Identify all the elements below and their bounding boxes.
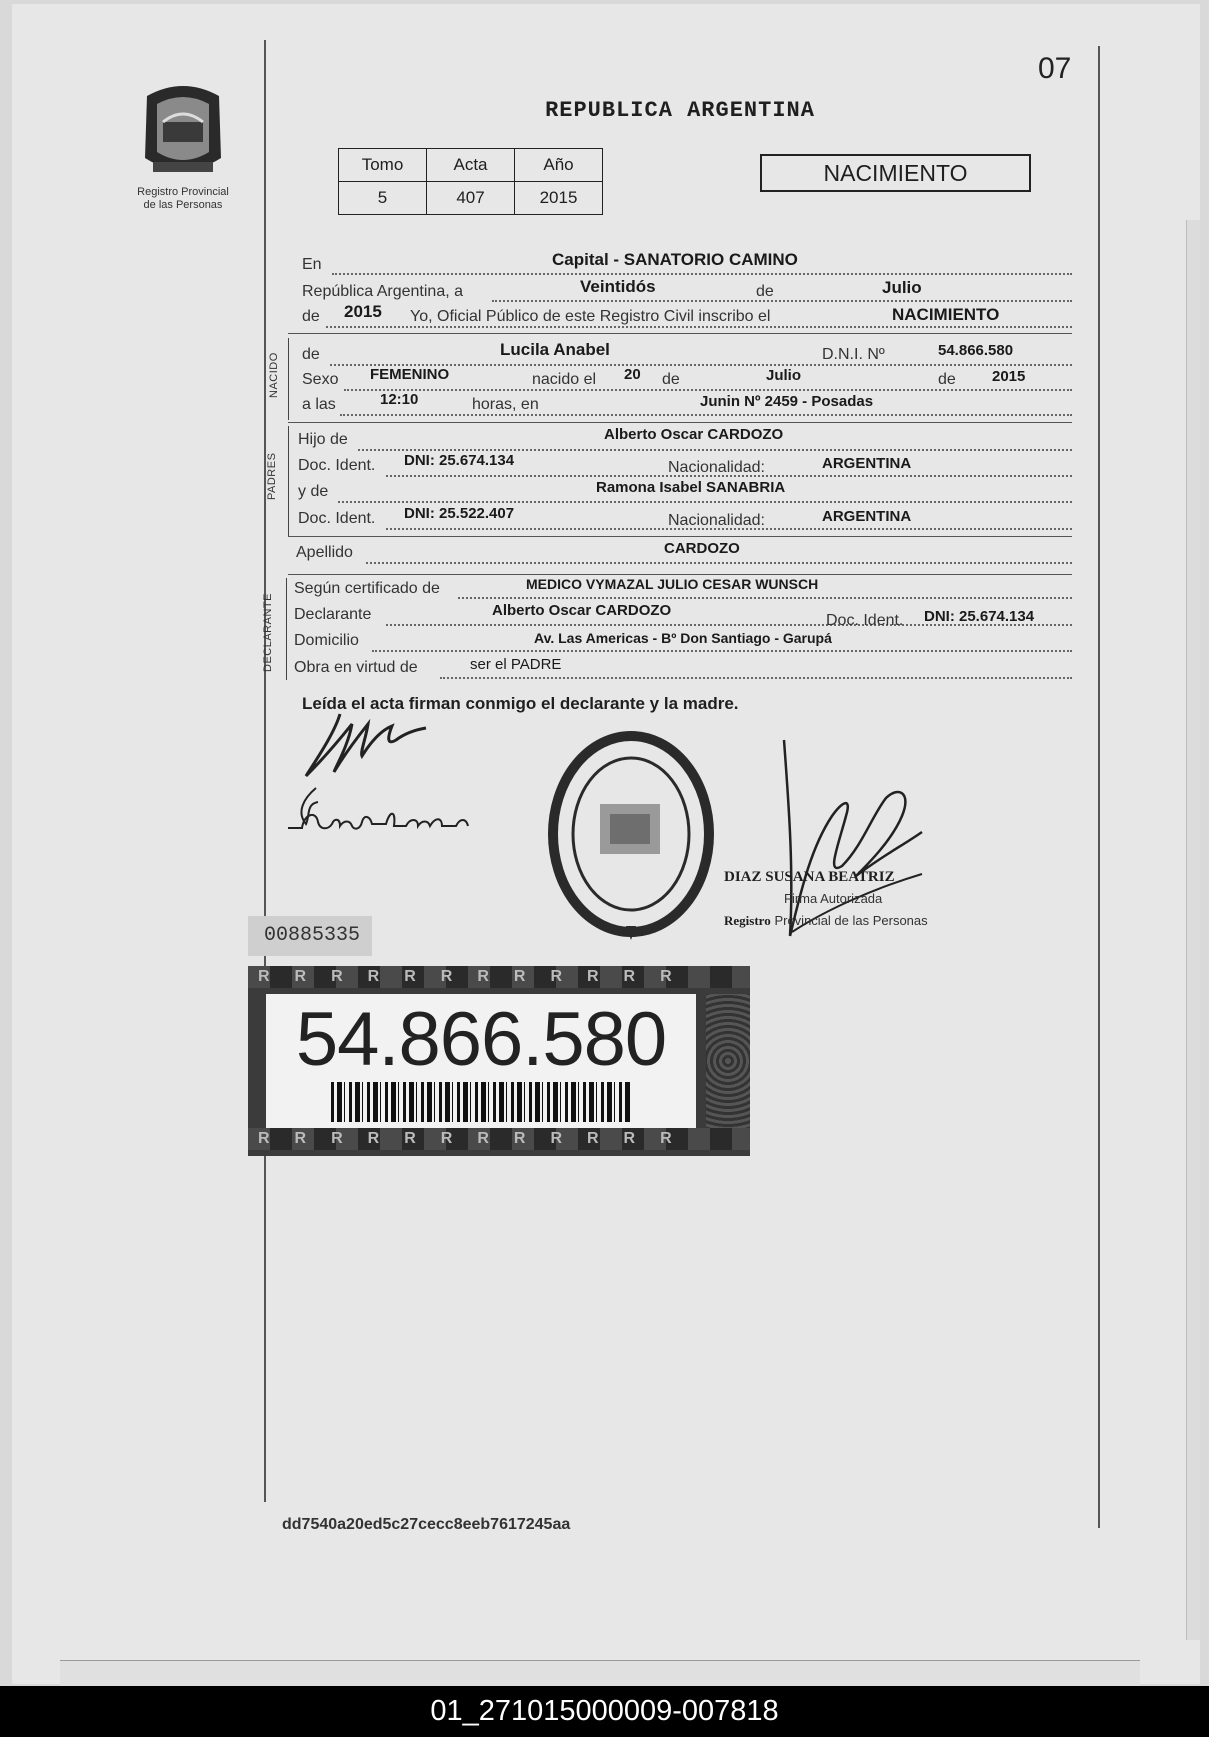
time-value: 12:10: [380, 391, 419, 408]
dotted-line: [492, 300, 1072, 302]
registry-caption-2: de las Personas: [143, 199, 223, 211]
certificate-value: MEDICO VYMAZAL JULIO CESAR WUNSCH: [526, 576, 819, 592]
section-bar: [286, 578, 287, 680]
sticker-number: 54.866.580: [295, 997, 667, 1082]
label-de-mes: de: [662, 371, 680, 388]
tomo-value: 5: [339, 182, 427, 215]
label-hijo-de: Hijo de: [298, 431, 348, 448]
sticker-pattern-top: RRRRRRRRRRRR: [248, 966, 750, 988]
father-doc-value: DNI: 25.674.134: [404, 452, 515, 469]
father-nationality-value: ARGENTINA: [822, 455, 912, 472]
act-type-value: NACIMIENTO: [892, 305, 1000, 324]
mother-signature-icon: [286, 800, 486, 840]
mother-doc-value: DNI: 25.522.407: [404, 505, 515, 522]
dotted-line: [366, 562, 1072, 564]
label-de-nombre: de: [302, 346, 320, 363]
sticker-pattern-bottom: RRRRRRRRRRRR: [248, 1128, 750, 1150]
dni-value: 54.866.580: [938, 342, 1014, 359]
reason-value: ser el PADRE: [470, 656, 562, 673]
document-hash: dd7540a20ed5c27cecc8eeb7617245aa: [282, 1516, 571, 1533]
label-republica-a: República Argentina, a: [302, 283, 463, 300]
dotted-line: [372, 650, 1072, 652]
label-horas-en: horas, en: [472, 396, 539, 413]
right-margin-line: [1098, 46, 1100, 1528]
birth-month-value: Julio: [766, 367, 802, 384]
label-doc-ident: Doc. Ident.: [298, 457, 376, 474]
registry-caption: Registro Provincial: [137, 186, 229, 198]
official-stamp-icon: [546, 726, 716, 946]
label-en: En: [302, 256, 322, 273]
section-label-declarante: DECLARANTE: [262, 593, 274, 672]
dotted-line: [344, 389, 1072, 391]
label-domicilio: Domicilio: [294, 632, 359, 649]
signatory-registry: Provincial de las Personas: [774, 913, 928, 928]
dotted-line: [358, 449, 1072, 451]
label-yo-oficial: Yo, Oficial Público de este Registro Civil inscribo el: [410, 308, 771, 325]
tomo-header: Tomo: [339, 149, 427, 182]
acta-value: 407: [427, 182, 515, 215]
label-apellido: Apellido: [296, 544, 353, 561]
label-nacido-el: nacido el: [532, 371, 597, 388]
year-value: 2015: [344, 302, 382, 321]
province-logo: [130, 78, 236, 212]
acta-header: Acta: [427, 149, 515, 182]
anio-header: Año: [515, 149, 603, 182]
mother-nationality-value: ARGENTINA: [822, 508, 912, 525]
dotted-line: [326, 326, 1072, 328]
sticker-label: [266, 994, 696, 1128]
label-a-las: a las: [302, 396, 336, 413]
mother-name-value: Ramona Isabel SANABRIA: [596, 479, 786, 496]
signatory-name: DIAZ SUSANA BEATRIZ: [724, 869, 895, 885]
dotted-line: [332, 273, 1072, 275]
anio-value: 2015: [515, 182, 603, 215]
section-divider: [288, 333, 1072, 334]
section-label-nacido: NACIDO: [268, 352, 280, 398]
dotted-line: [338, 501, 1072, 503]
section-bar: [288, 338, 289, 420]
label-declarante: Declarante: [294, 606, 372, 623]
place-value: Capital - SANATORIO CAMINO: [552, 250, 798, 269]
surname-value: CARDOZO: [664, 540, 740, 557]
sheet-edge: [1186, 220, 1200, 1640]
dotted-line: [340, 414, 1072, 416]
misiones-seal-icon: [137, 78, 229, 182]
dotted-line: [440, 677, 1072, 679]
label-nacionalidad: Nacionalidad:: [668, 459, 765, 476]
birth-day-value: 20: [624, 366, 641, 383]
left-margin-line: [264, 40, 266, 1502]
label-y-de: y de: [298, 483, 329, 500]
section-divider: [288, 536, 1072, 537]
dni-sticker: [248, 966, 750, 1156]
label-obra-en-virtud: Obra en virtud de: [294, 659, 418, 676]
barcode-icon: [331, 1082, 631, 1122]
sticker-side-pattern: [706, 994, 750, 1128]
act-type-box: NACIMIENTO: [760, 154, 1031, 192]
closing-statement: Leída el acta firman conmigo el declarante y la madre.: [302, 694, 739, 713]
label-de2: de: [302, 308, 320, 325]
father-name-value: Alberto Oscar CARDOZO: [604, 426, 784, 443]
page-number: 07: [1038, 52, 1072, 85]
label-dni: D.N.I. Nº: [822, 346, 885, 363]
section-label-padres: PADRES: [266, 452, 278, 500]
country-title: REPUBLICA ARGENTINA: [545, 98, 815, 123]
label-segun-certificado: Según certificado de: [294, 580, 440, 597]
sex-value: FEMENINO: [370, 366, 450, 383]
label-doc-ident-3: Doc. Ident.: [826, 612, 904, 629]
dotted-line: [458, 597, 1072, 599]
label-doc-ident-2: Doc. Ident.: [298, 510, 376, 527]
declarant-doc-value: DNI: 25.674.134: [924, 608, 1035, 625]
signatory-registry-bold: Registro: [724, 913, 771, 928]
serial-number: 00885335: [248, 916, 372, 956]
address-value: Av. Las Americas - Bº Don Santiago - Garupá: [534, 630, 832, 646]
name-value: Lucila Anabel: [500, 340, 610, 359]
label-de-anio: de: [938, 371, 956, 388]
birth-place-value: Junin Nº 2459 - Posadas: [700, 393, 874, 410]
signatory-block: [724, 866, 928, 932]
register-table: [338, 148, 603, 215]
label-de: de: [756, 283, 774, 300]
label-nacionalidad-2: Nacionalidad:: [668, 512, 765, 529]
month-value: Julio: [882, 278, 922, 297]
label-sexo: Sexo: [302, 371, 339, 388]
day-value: Veintidós: [580, 277, 656, 296]
section-divider: [288, 422, 1072, 423]
section-divider: [288, 574, 1072, 575]
declarant-value: Alberto Oscar CARDOZO: [492, 602, 672, 619]
birth-year-value: 2015: [992, 368, 1026, 385]
section-bar: [288, 426, 289, 536]
signatory-title: Firma Autorizada: [784, 891, 883, 906]
underlying-page: [60, 1660, 1140, 1686]
file-id-bar: 01_271015000009-007818: [0, 1686, 1209, 1737]
